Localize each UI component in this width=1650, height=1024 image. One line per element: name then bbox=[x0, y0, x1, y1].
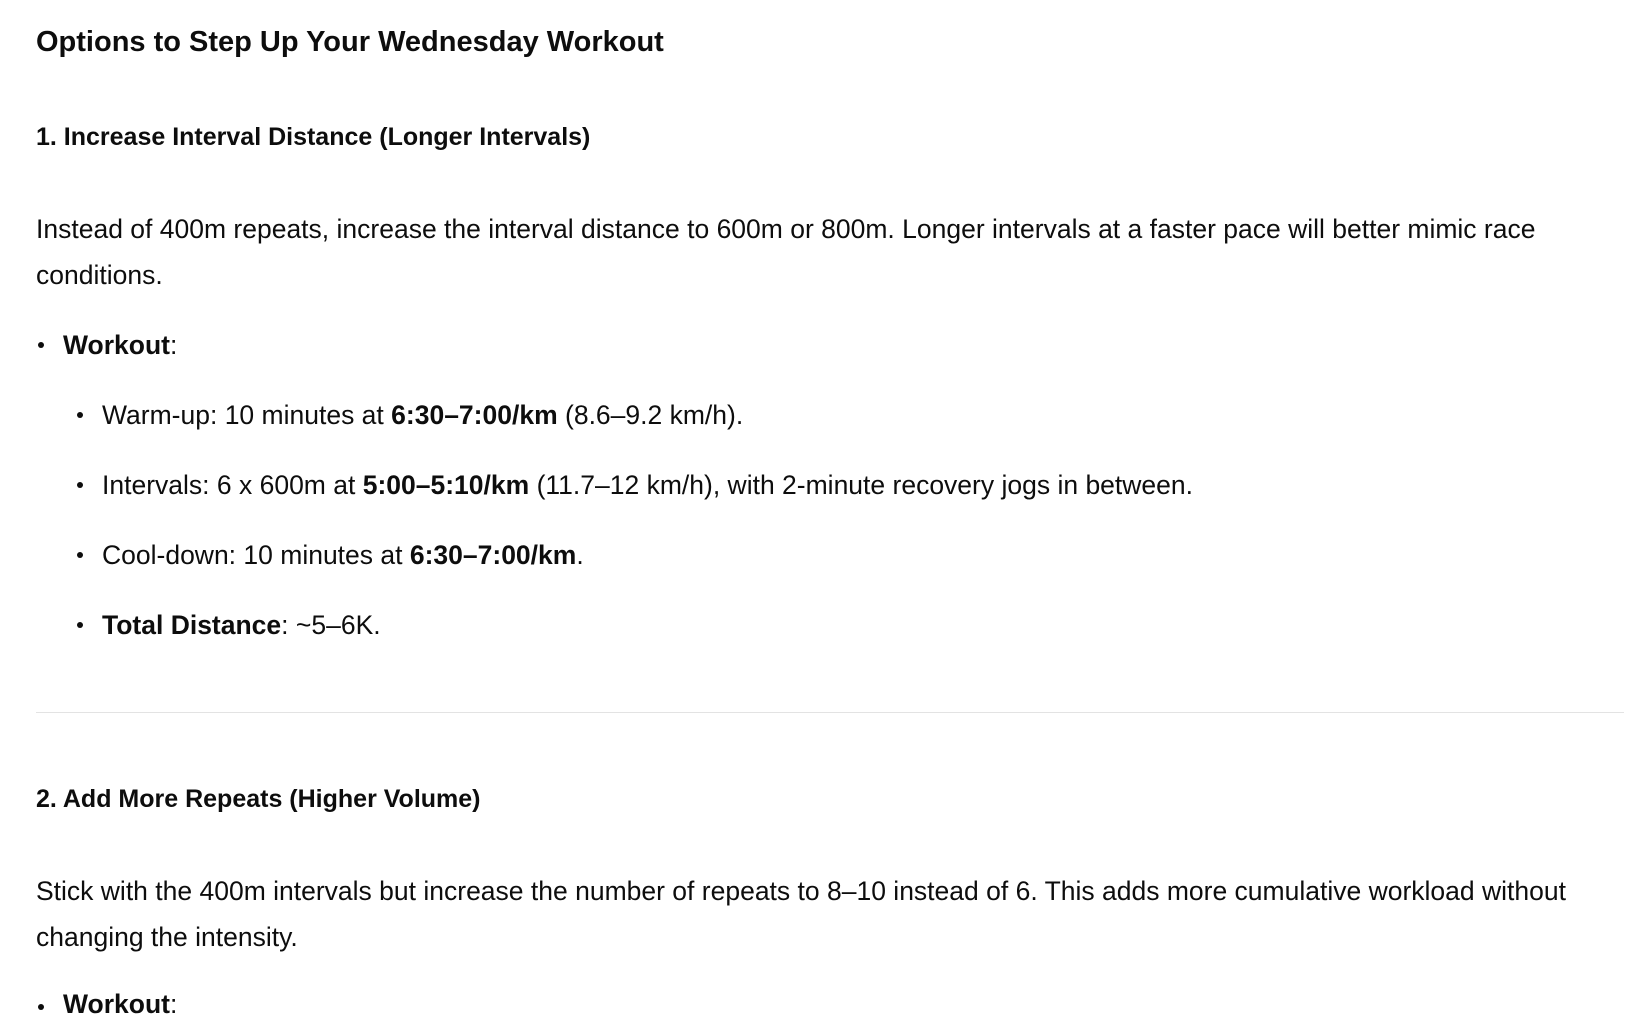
warmup-pace: 6:30–7:00/km bbox=[391, 400, 558, 430]
section-1-workout-item bbox=[63, 325, 177, 365]
bullet-icon bbox=[77, 622, 83, 628]
section-2-workout-item bbox=[63, 984, 177, 1024]
workout-label: Workout bbox=[63, 989, 170, 1019]
workout-label: Workout bbox=[63, 330, 170, 360]
workout-colon: : bbox=[169, 989, 178, 1019]
total-distance-suffix: : ~5–6K. bbox=[281, 610, 381, 640]
cooldown-pace: 6:30–7:00/km bbox=[409, 540, 577, 570]
bullet-icon bbox=[77, 552, 83, 558]
intervals-suffix: (11.7–12 km/h), with 2-minute recovery jogs in between. bbox=[529, 470, 1193, 500]
bullet-icon bbox=[38, 1004, 44, 1010]
warmup-item bbox=[102, 395, 743, 435]
bullet-icon bbox=[38, 342, 44, 348]
intervals-item bbox=[102, 465, 1193, 505]
section-1-heading: 1. Increase Interval Distance (Longer Intervals) bbox=[36, 123, 591, 151]
total-distance-label: Total Distance bbox=[102, 610, 282, 640]
section-divider bbox=[36, 712, 1624, 713]
section-2-heading: 2. Add More Repeats (Higher Volume) bbox=[36, 785, 481, 813]
section-1-paragraph: Instead of 400m repeats, increase the interval distance to 600m or 800m. Longer intervals at a faster pace will better mimic race conditions. bbox=[36, 214, 1536, 290]
warmup-suffix: (8.6–9.2 km/h). bbox=[557, 400, 744, 430]
total-distance-item bbox=[102, 605, 381, 645]
cooldown-suffix: . bbox=[576, 540, 584, 570]
bullet-icon bbox=[77, 482, 83, 488]
cooldown-prefix: Cool-down: 10 minutes at bbox=[102, 540, 410, 570]
warmup-prefix: Warm-up: 10 minutes at bbox=[102, 400, 392, 430]
workout-colon: : bbox=[169, 330, 178, 360]
intervals-prefix: Intervals: 6 x 600m at bbox=[102, 470, 363, 500]
section-2-paragraph: Stick with the 400m intervals but increase the number of repeats to 8–10 instead of 6. This adds more cumulative workload without changing the intensity. bbox=[36, 876, 1566, 952]
intervals-pace: 5:00–5:10/km bbox=[362, 470, 530, 500]
bullet-icon bbox=[77, 412, 83, 418]
cooldown-item bbox=[102, 535, 584, 575]
page-title: Options to Step Up Your Wednesday Workout bbox=[36, 26, 664, 58]
